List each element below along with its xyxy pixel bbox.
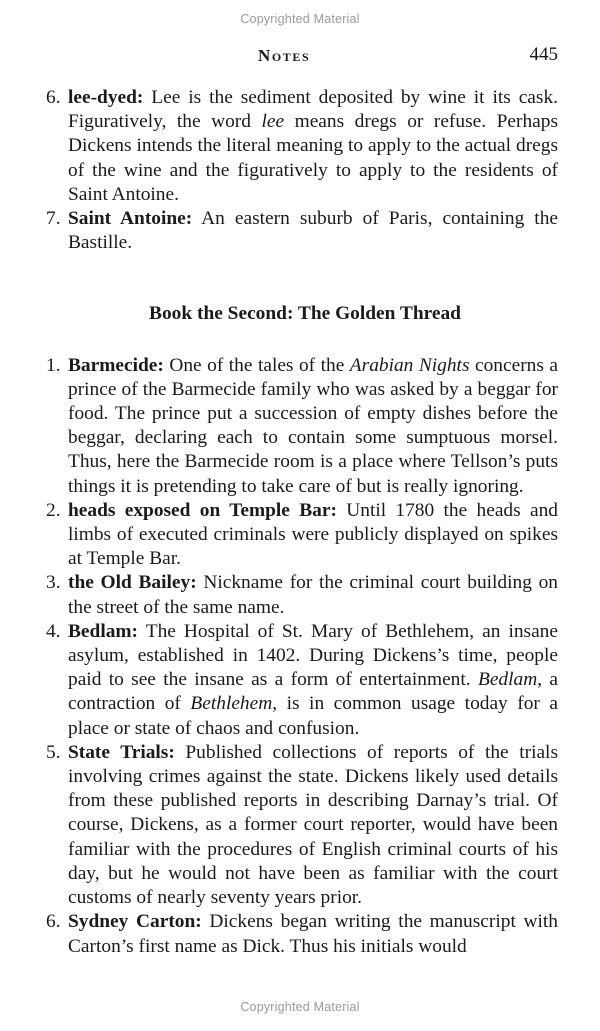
watermark-bottom: Copyrighted Material [240, 1000, 360, 1014]
note-term: heads exposed on Temple Bar: [68, 499, 337, 521]
notes-body [46, 86, 558, 959]
note-item [46, 741, 558, 910]
note-text-italic: Arabian Nights [349, 354, 470, 376]
note-number: 3. [46, 572, 61, 594]
note-term: the Old Bailey: [68, 572, 197, 594]
note-text: , a contraction of [68, 669, 559, 715]
running-head [0, 46, 600, 72]
note-text-italic: Bedlam [477, 669, 538, 691]
note-item [46, 207, 558, 255]
note-text: , is in common usage today for a place or state of chaos and confusion. [68, 693, 558, 739]
note-item [46, 910, 558, 958]
note-number: 7. [46, 208, 61, 230]
note-number: 1. [46, 354, 61, 376]
note-text: Dickens began writing the manuscript with Carton’s first name as Dick. Thus his initials would [68, 911, 558, 957]
note-text: Lee is the sediment deposited by wine it its cask. Figuratively, the word [68, 87, 558, 133]
note-number: 4. [46, 620, 61, 642]
note-number: 6. [46, 911, 61, 933]
note-term: Saint Antoine: [68, 208, 193, 230]
note-number: 5. [46, 741, 61, 763]
note-text: means dregs or refuse. Perhaps Dickens intends the literal meaning to apply to the actual dregs of the wine and the figuratively to apply to the residents of Saint Antoine. [68, 111, 558, 205]
section-heading: Book the Second: The Golden Thread [149, 303, 461, 325]
note-text: Published collections of reports of the trials involving crimes against the state. Dickens likely used details from these published reports in describing Darnay’s trial. Of course, Dickens, as a former court reporter, would have been familiar with the procedures of English criminal courts of his day, but he would not have been as familiar with the court customs of nearly seventy years prior. [68, 741, 558, 909]
note-term: Bedlam: [68, 620, 139, 642]
note-text: Until 1780 the heads and limbs of executed criminals were publicly displayed on spikes at Temple Bar. [68, 499, 558, 570]
note-text-italic: lee [261, 111, 285, 133]
note-item [46, 620, 558, 741]
note-item [46, 354, 558, 499]
note-text: Nickname for the criminal court building on the street of the same name. [68, 572, 558, 618]
note-item [46, 499, 558, 572]
note-term: Barmecide: [68, 354, 164, 376]
note-term: Sydney Carton: [68, 911, 202, 933]
note-item [46, 571, 558, 619]
note-text-italic: Bethlehem [190, 693, 273, 715]
page-number: 445 [529, 44, 558, 65]
note-number: 2. [46, 499, 61, 521]
watermark-top: Copyrighted Material [240, 12, 360, 26]
note-text: The Hospital of St. Mary of Bethlehem, an insane asylum, established in 1402. During Dickens’s time, people paid to see the insane as a form of entertainment. [68, 620, 558, 691]
note-text: concerns a prince of the Barmecide family who was asked by a beggar for food. The prince put a succession of empty dishes before the beggar, declaring each to contain some sumptuous morsel. Thus, here the Barmecide room is a place where Tellson’s puts things it is pretending to take care of but is really ignoring. [68, 354, 558, 497]
running-head-title: Notes [258, 46, 311, 65]
note-term: lee-dyed: [68, 87, 144, 108]
note-text: An eastern suburb of Paris, containing the Bastille. [68, 208, 558, 254]
note-term: State Trials: [68, 741, 175, 763]
note-number: 6. [46, 87, 61, 108]
note-text: One of the tales of the [163, 354, 350, 376]
note-item [46, 86, 558, 207]
